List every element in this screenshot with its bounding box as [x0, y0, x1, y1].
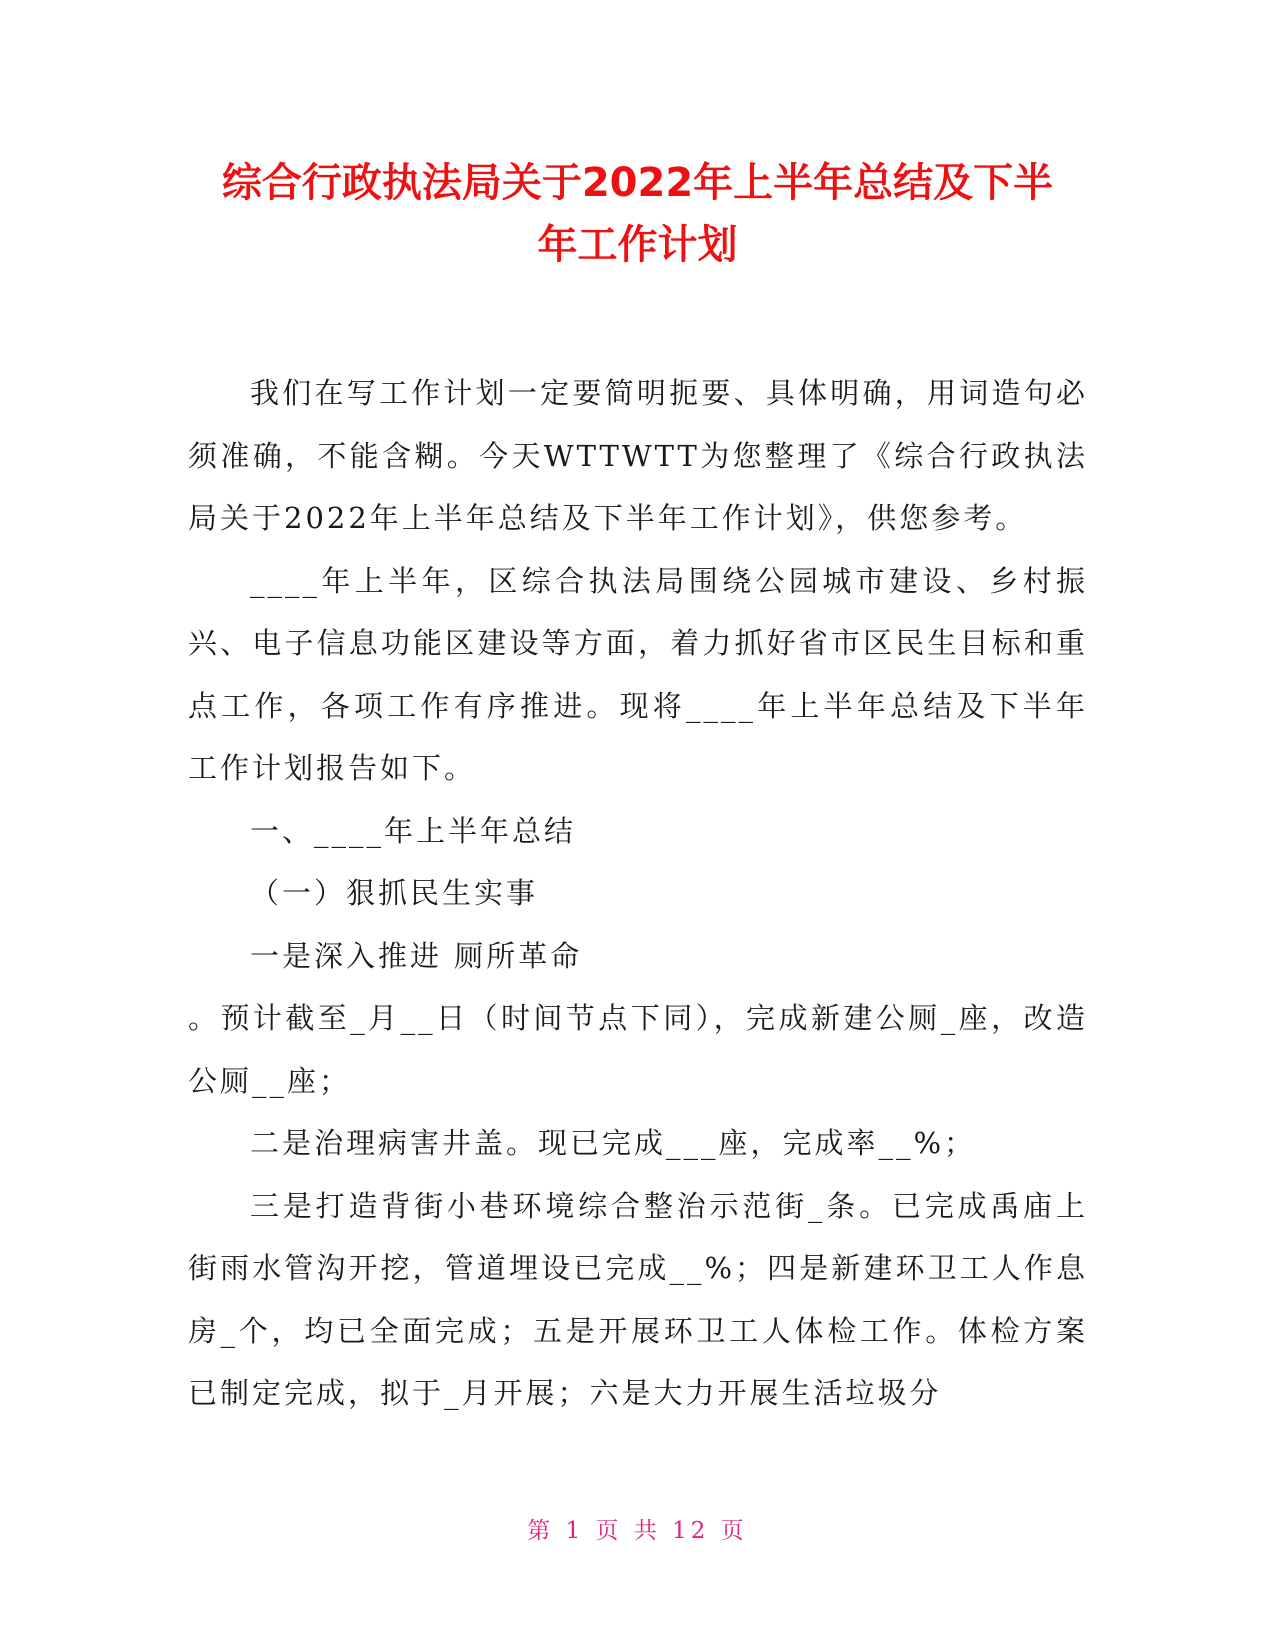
page-number: 第 1 页 共 12 页: [527, 1518, 748, 1544]
item-3-paragraph: 三是打造背街小巷环境综合整治示范街_条。已完成禹庙上街雨水管沟开挖，管道埋设已完成__%；四是新建环卫工人作息房_个，均已全面完成；五是开展环卫工人体检工作。体检方案已制定完成，拟于_月开展；六是大力开展生活垃圾分: [188, 1188, 1088, 1410]
title-line-1: 综合行政执法局关于2022年上半年总结及下半: [221, 160, 1054, 206]
overview-paragraph: ____年上半年，区综合执法局围绕公园城市建设、乡村振兴、电子信息功能区建设等方面，着力抓好省市区民生目标和重点工作，各项工作有序推进。现将____年上半年总结及下半年工作计划报告如下。: [188, 563, 1088, 785]
item-2-paragraph: 二是治理病害井盖。现已完成___座，完成率__%；: [250, 1126, 977, 1160]
intro-paragraph: 我们在写工作计划一定要简明扼要、具体明确，用词造句必须准确，不能含糊。今天WTTWTT为您整理了《综合行政执法局关于2022年上半年总结及下半年工作计划》，供您参考。: [188, 376, 1088, 535]
title-line-2: 年工作计划: [537, 222, 738, 268]
page-footer: [0, 1516, 1275, 1546]
document-title: [150, 152, 1125, 276]
document-body: [188, 362, 1088, 1425]
item-1-heading: 一是深入推进 厕所革命: [250, 938, 583, 973]
subsection-heading: （一）狠抓民生实事: [250, 876, 539, 910]
item-1-detail: 。预计截至_月__日（时间节点下同），完成新建公厕_座，改造公厕__座；: [188, 1001, 1088, 1098]
section-heading: 一、____年上半年总结: [250, 813, 577, 848]
